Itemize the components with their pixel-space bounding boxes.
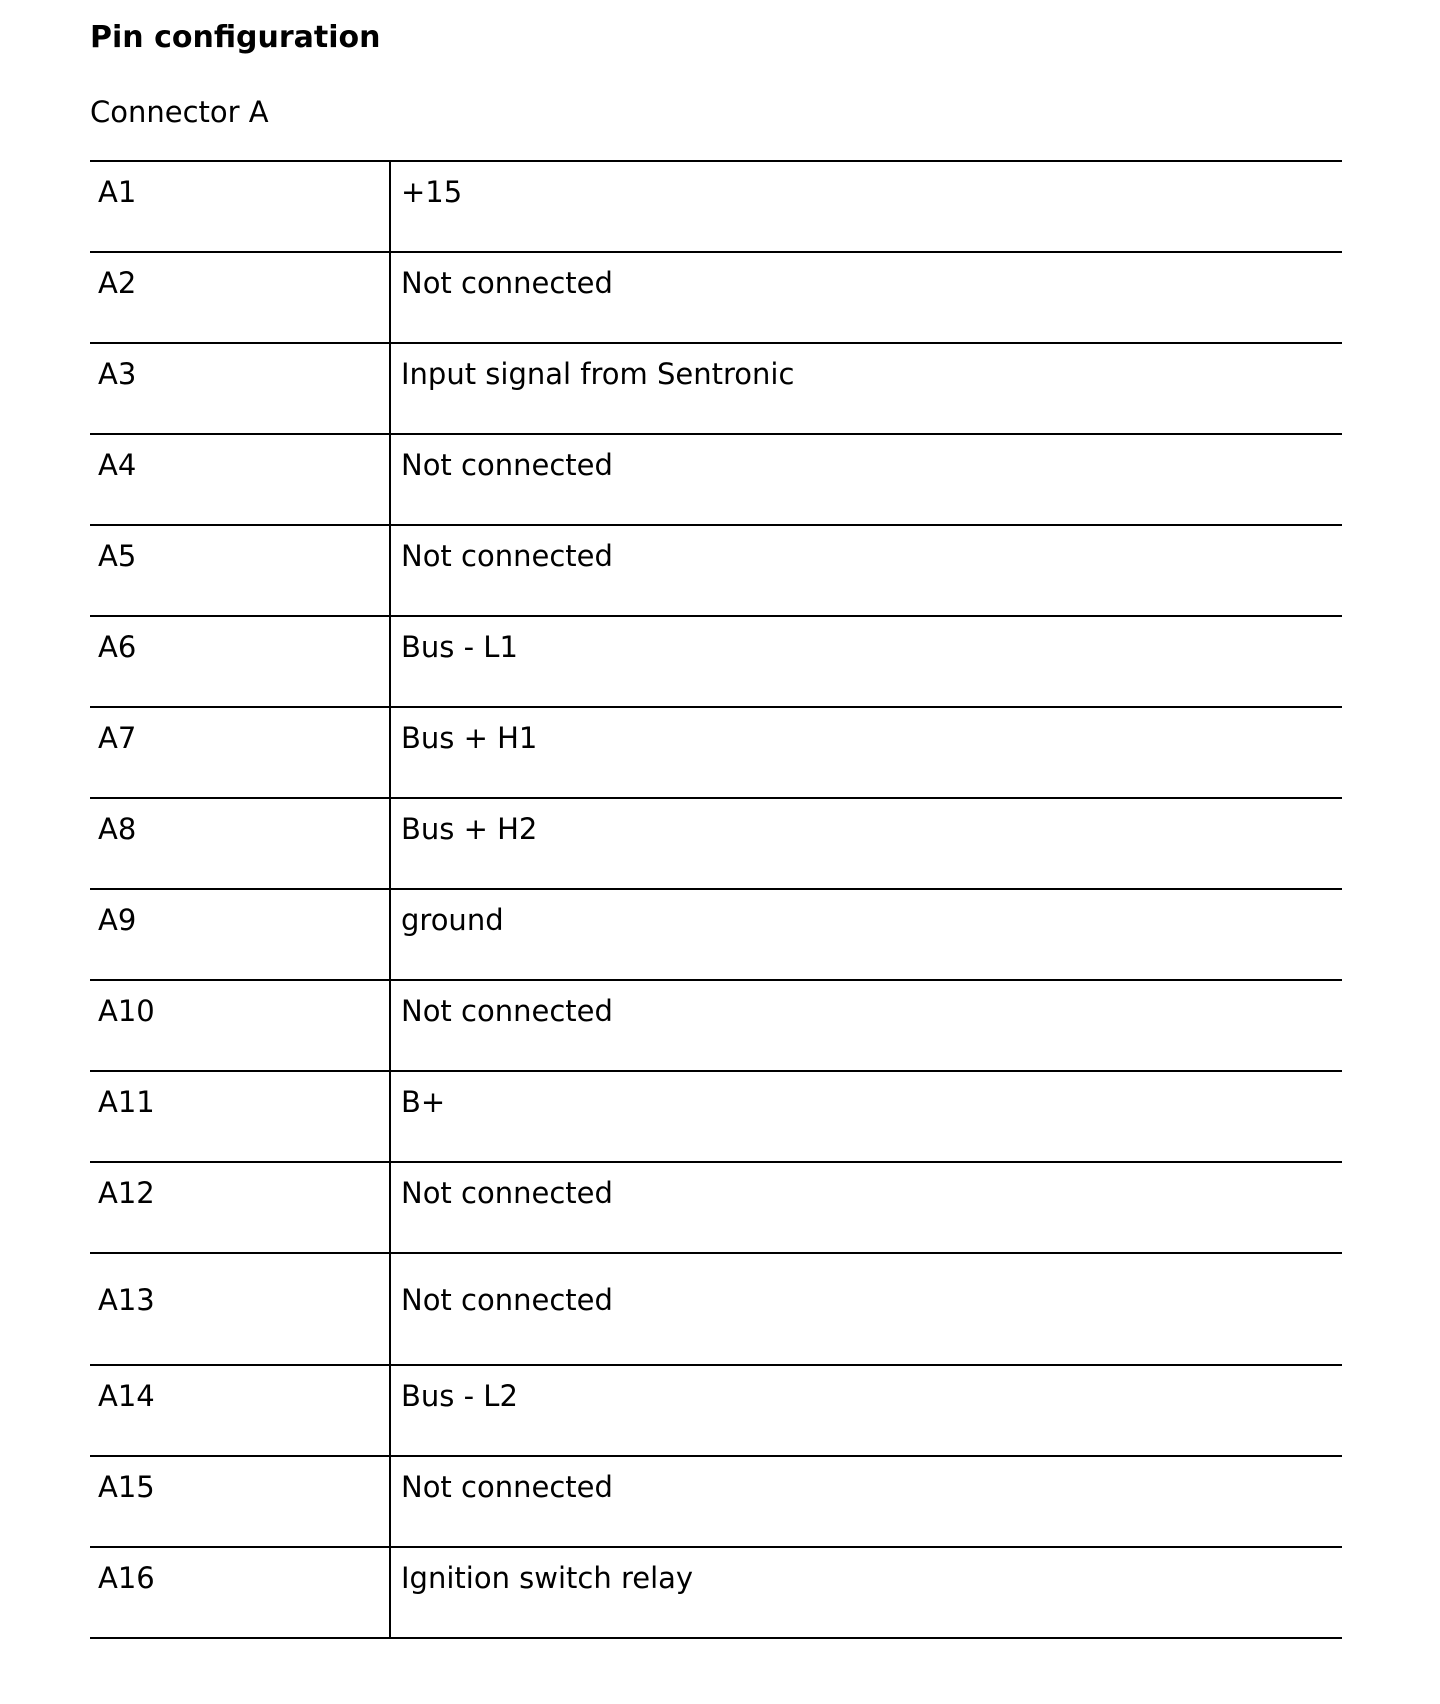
- signal-cell: Not connected: [390, 525, 1342, 616]
- pin-configuration-table: [90, 160, 1342, 1639]
- signal-cell: Not connected: [390, 980, 1342, 1071]
- pin-cell: A8: [90, 798, 390, 889]
- table-row: [90, 1456, 1342, 1547]
- pin-cell: A1: [90, 161, 390, 252]
- signal-cell: Not connected: [390, 1162, 1342, 1253]
- pin-cell: A4: [90, 434, 390, 525]
- pin-cell: A11: [90, 1071, 390, 1162]
- signal-cell: +15: [390, 161, 1342, 252]
- table-row: [90, 798, 1342, 889]
- pin-cell: A16: [90, 1547, 390, 1638]
- signal-cell: Not connected: [390, 434, 1342, 525]
- pin-cell: A10: [90, 980, 390, 1071]
- table-row: [90, 1162, 1342, 1253]
- signal-cell: Not connected: [390, 252, 1342, 343]
- table-row: [90, 343, 1342, 434]
- signal-cell: Bus + H2: [390, 798, 1342, 889]
- table-row: [90, 1071, 1342, 1162]
- pin-cell: A13: [90, 1253, 390, 1365]
- page-title: Pin configuration: [90, 20, 381, 55]
- pin-cell: A2: [90, 252, 390, 343]
- signal-cell: Input signal from Sentronic: [390, 343, 1342, 434]
- connector-heading: Connector A: [90, 95, 269, 129]
- table-row: [90, 252, 1342, 343]
- pin-cell: A7: [90, 707, 390, 798]
- signal-cell: ground: [390, 889, 1342, 980]
- pin-cell: A12: [90, 1162, 390, 1253]
- table-row: [90, 1365, 1342, 1456]
- pin-cell: A6: [90, 616, 390, 707]
- table-row: [90, 889, 1342, 980]
- signal-cell: Bus + H1: [390, 707, 1342, 798]
- table-row: [90, 616, 1342, 707]
- pin-cell: A9: [90, 889, 390, 980]
- pin-cell: A5: [90, 525, 390, 616]
- signal-cell: Bus - L2: [390, 1365, 1342, 1456]
- signal-cell: B+: [390, 1071, 1342, 1162]
- table-row: [90, 525, 1342, 616]
- signal-cell: Not connected: [390, 1456, 1342, 1547]
- pin-cell: A14: [90, 1365, 390, 1456]
- table-row: [90, 161, 1342, 252]
- signal-cell: Not connected: [390, 1253, 1342, 1365]
- table-row: [90, 707, 1342, 798]
- table-row: [90, 1547, 1342, 1638]
- pin-cell: A15: [90, 1456, 390, 1547]
- table-row: [90, 434, 1342, 525]
- table-row: [90, 980, 1342, 1071]
- table-row: [90, 1253, 1342, 1365]
- signal-cell: Bus - L1: [390, 616, 1342, 707]
- pin-cell: A3: [90, 343, 390, 434]
- signal-cell: Ignition switch relay: [390, 1547, 1342, 1638]
